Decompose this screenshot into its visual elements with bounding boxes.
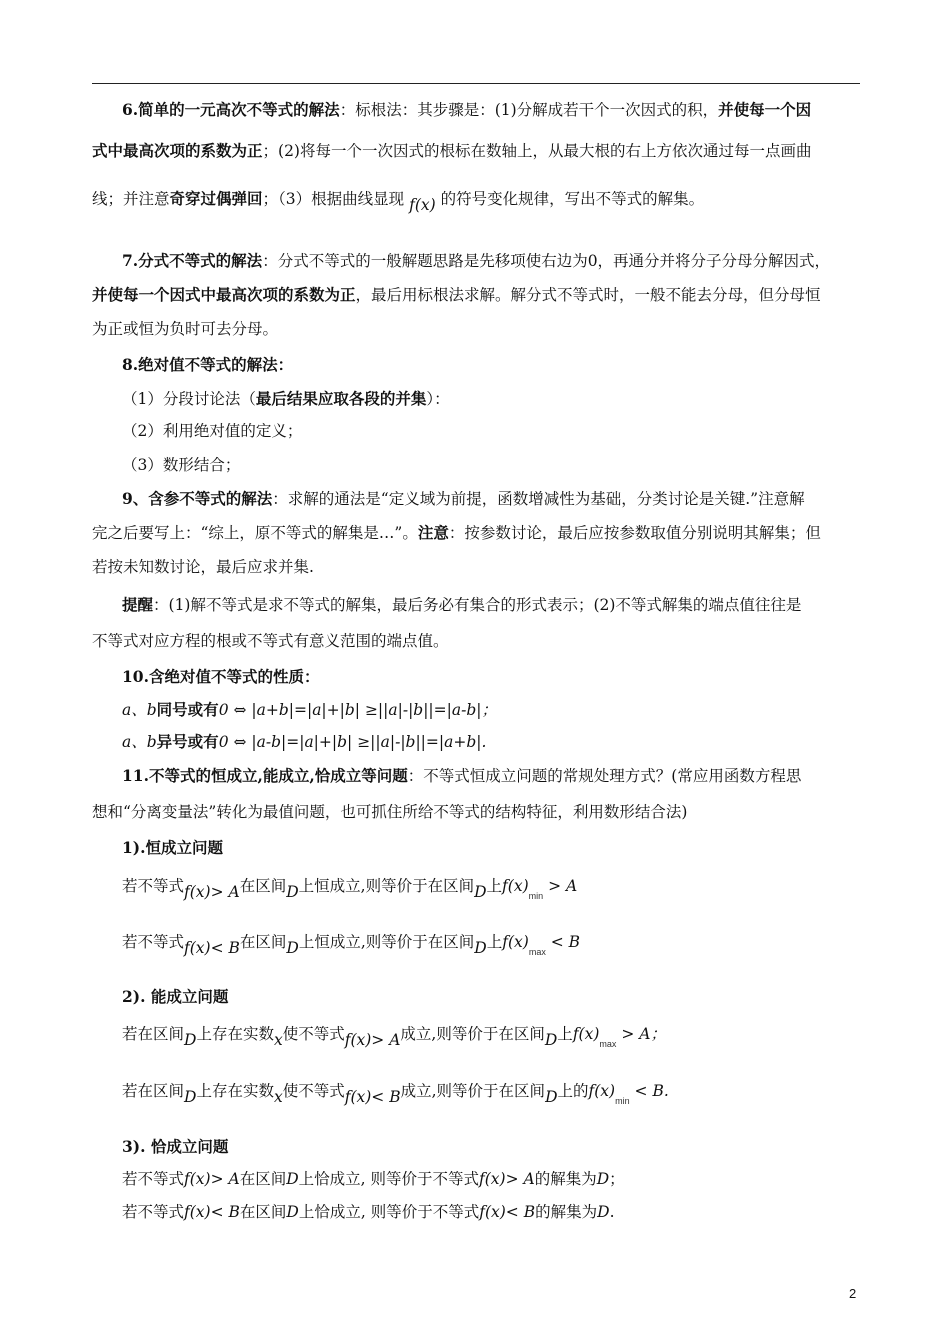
s10-rule-1: a、b同号或有0 ⇔ |a+b|=|a|+|b| ≥||a|-|b||=|a-b|； [122,700,497,719]
s11-heading-3: 3). 恰成立问题 [122,1137,229,1156]
s7-line-2: 并使每一个因式中最高次项的系数为正，最后用标根法求解。解分式不等式时，一般不能去分母，但分母恒 [92,285,821,304]
s11-exact-line-2: 若不等式f(x)< B在区间D上恰成立, 则等价于不等式f(x)< B的解集为D. [122,1203,615,1221]
s9-line-2: 完之后要写上：“综上，原不等式的解集是…”。注意：按参数讨论，最后应按参数取值分别说明其解集；但 [92,523,821,542]
s11-always-line-1: 若不等式f(x)> A在区间D上恒成立,则等价于在区间D上$f(x)_{min} > A$ [122,877,578,901]
s6-line-3: 线；并注意奇穿过偶弹回；（3）根据曲线显现 f(x) 的符号变化规律，写出不等式的解集。 [92,189,705,214]
s6-line-1: 6.简单的一元高次不等式的解法：标根法：其步骤是：(1)分解成若干个一次因式的积，并使每一个因 [122,100,812,119]
s8-item-1: （1）分段讨论法（最后结果应取各段的并集）： [122,389,450,408]
s8-title: 8.绝对值不等式的解法： [122,355,294,374]
s11-exact-line-1: 若不等式f(x)> A在区间D上恰成立, 则等价于不等式f(x)> A的解集为D； [122,1170,625,1188]
s11-line-2: 想和“分离变量法”转化为最值问题，也可抓住所给不等式的结构特征，利用数形结合法) [92,803,688,821]
s8-item-3: （3）数形结合； [122,456,241,474]
s11-always-line-2: 若不等式f(x)< B在区间D上恒成立,则等价于在区间D上$f(x)_{max} < B$ [122,933,581,957]
s11-heading-1: 1).恒成立问题 [122,838,224,857]
s10-rule-2: a、b异号或有0 ⇔ |a-b|=|a|+|b| ≥||a|-|b||=|a+b|. [122,732,487,751]
s7-line-3: 为正或恒为负时可去分母。 [92,320,279,338]
s10-title: 10.含绝对值不等式的性质： [122,667,320,686]
s9-line-3: 若按未知数讨论，最后应求并集. [92,558,314,576]
s11-line-1: 11.不等式的恒成立,能成立,恰成立等问题：不等式恒成立问题的常规处理方式？(常应用函数方程思 [122,766,802,785]
tip-line-1: 提醒：(1)解不等式是求不等式的解集，最后务必有集合的形式表示；(2)不等式解集的端点值往往是 [122,595,802,614]
s11-can-line-2: 若在区间D上存在实数x使不等式f(x)< B成立,则等价于在区间D上的$f(x)_{min} < B$. [122,1082,669,1106]
s7-line-1: 7.分式不等式的解法：分式不等式的一般解题思路是先移项使右边为0，再通分并将分子分母分解因式， [122,251,831,270]
tip-line-2: 不等式对应方程的根或不等式有意义范围的端点值。 [92,632,449,650]
s11-heading-2: 2). 能成立问题 [122,987,229,1006]
s8-item-2: （2）利用绝对值的定义； [122,422,303,440]
page-number: 2 [849,1286,857,1301]
s11-can-line-1: 若在区间D上存在实数x使不等式f(x)> A成立,则等价于在区间D上$f(x)_{max} > A$； [122,1025,666,1049]
s6-line-2: 式中最高次项的系数为正；(2)将每一个一次因式的根标在数轴上，从最大根的右上方依次通过每一点画曲 [92,141,812,160]
header-rule [92,83,860,84]
s9-line-1: 9、含参不等式的解法：求解的通法是“定义域为前提，函数增减性为基础，分类讨论是关键.”注意解 [122,489,805,508]
